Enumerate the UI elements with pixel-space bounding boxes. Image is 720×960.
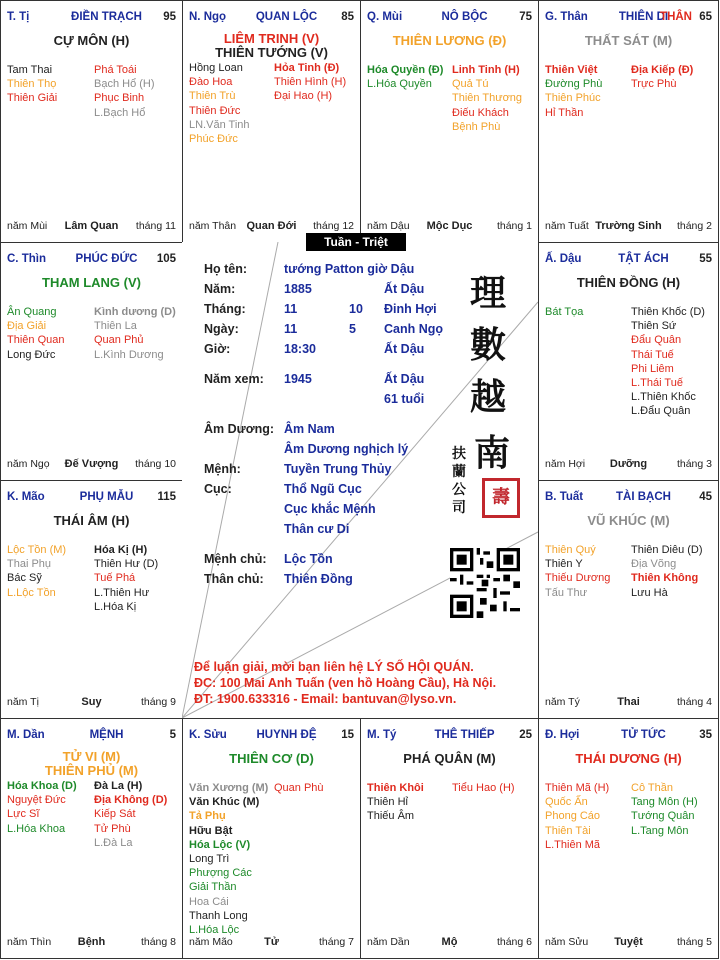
main-star: THÁI ÂM (H) xyxy=(53,513,130,528)
footer-year: năm Dậu xyxy=(367,220,410,232)
footer-month: tháng 12 xyxy=(313,220,354,232)
palace-footer xyxy=(545,936,712,950)
hour-canchi: Ất Dậu xyxy=(384,342,425,356)
minor-star: Phục Binh xyxy=(94,92,145,105)
palace-number: 115 xyxy=(157,491,176,503)
minor-star: Hỏa Tinh (Đ) xyxy=(274,62,340,74)
footer-stage: Tuyệt xyxy=(614,936,643,948)
minor-star: L.Kình Dương xyxy=(94,348,164,361)
palace-number: 15 xyxy=(341,729,354,741)
minor-star: L.Hóa Quyền xyxy=(367,78,432,91)
minor-star: Tả Phụ xyxy=(189,810,226,823)
palace-ti[interactable] xyxy=(0,0,183,243)
minor-star: Quan Phù xyxy=(274,782,324,794)
main-star: THIÊN LƯƠNG (Đ) xyxy=(392,33,507,48)
minor-star: Bát Tọa xyxy=(545,306,584,318)
view-year-value: 1945 xyxy=(284,372,312,386)
palace-number: 55 xyxy=(699,253,712,265)
footer-year: năm Mùi xyxy=(7,220,48,232)
destiny-lord-label: Mệnh chủ: xyxy=(204,552,267,566)
palace-header xyxy=(189,11,354,25)
minor-star: Hữu Bật xyxy=(189,824,233,837)
yinyang-note: Âm Dương nghịch lý xyxy=(284,442,409,456)
footer-stage: Lâm Quan xyxy=(64,220,119,232)
minor-stars-left xyxy=(367,63,443,91)
palace-number: 75 xyxy=(519,11,532,23)
palace-title: THIÊN DI xyxy=(618,11,669,23)
minor-star: Thiên Hỉ xyxy=(367,796,408,809)
minor-star: L.Thiên Mã xyxy=(545,838,601,851)
footer-stage: Bệnh xyxy=(77,936,106,948)
minor-stars-left xyxy=(545,543,610,600)
footer-year: năm Tý xyxy=(545,696,580,708)
minor-stars-left xyxy=(7,543,66,600)
footer-month: tháng 11 xyxy=(135,220,176,232)
footer-month: tháng 9 xyxy=(140,696,176,708)
palace-than[interactable] xyxy=(538,0,719,243)
palace-footer xyxy=(189,936,354,950)
palace-header xyxy=(7,729,176,743)
month-lunar: 10 xyxy=(349,302,363,316)
minor-star: Thiên Mã (H) xyxy=(545,782,610,794)
minor-star: Phúc Đức xyxy=(189,133,238,146)
minor-star: Thiên La xyxy=(94,320,137,333)
palace-footer xyxy=(545,220,712,234)
bureau-label: Cục: xyxy=(204,482,232,496)
palace-footer xyxy=(7,458,176,472)
palace-footer xyxy=(367,220,532,234)
main-star: THIÊN TƯỚNG (V) xyxy=(215,45,328,60)
palace-number: 85 xyxy=(341,11,354,23)
palace-branch: B. Tuất xyxy=(545,491,584,503)
minor-star: Tấu Thư xyxy=(545,586,588,599)
minor-star: Điếu Khách xyxy=(452,106,509,119)
palace-number: 25 xyxy=(519,729,532,741)
minor-star: L.Tang Môn xyxy=(631,824,689,837)
palace-number: 65 xyxy=(699,11,712,23)
palace-footer xyxy=(545,696,712,710)
main-star: THẤT SÁT (M) xyxy=(584,33,673,48)
year-label: Năm: xyxy=(204,282,236,296)
minor-star: L.Bạch Hổ xyxy=(94,106,146,119)
palace-mao[interactable] xyxy=(0,480,183,719)
main-star: LIÊM TRINH (V) xyxy=(223,31,320,46)
palace-hoi[interactable] xyxy=(538,718,719,959)
minor-star: Quả Tú xyxy=(452,78,489,91)
palace-number: 95 xyxy=(163,11,176,23)
palace-ty[interactable] xyxy=(360,718,539,959)
footer-stage: Quan Đới xyxy=(246,220,297,232)
qr-code[interactable] xyxy=(450,548,520,618)
minor-star: Kiếp Sát xyxy=(94,808,136,821)
minor-stars-right xyxy=(274,61,346,104)
minor-stars-left xyxy=(189,781,268,937)
minor-star: Giải Thần xyxy=(189,881,237,894)
minor-star: Tuế Phá xyxy=(94,572,136,585)
footer-stage: Đế Vượng xyxy=(64,458,119,470)
minor-star: L.Thiên Khốc xyxy=(631,391,696,404)
palace-number: 105 xyxy=(156,253,176,265)
name-label: Họ tên: xyxy=(204,262,248,276)
minor-stars-right xyxy=(631,781,698,838)
minor-stars-right xyxy=(631,543,703,600)
minor-star: Phi Liêm xyxy=(631,362,674,375)
palace-header xyxy=(7,491,176,505)
minor-star: Thiên Diêu (D) xyxy=(631,544,703,556)
palace-mui[interactable] xyxy=(360,0,539,243)
minor-star: L.Lộc Tồn xyxy=(7,586,56,599)
minor-star: Thiên Trù xyxy=(189,90,236,103)
minor-stars-right xyxy=(631,305,705,419)
bureau-value: Thổ Ngũ Cục xyxy=(284,482,362,496)
minor-star: Thiên Đức xyxy=(189,104,241,117)
body-lord-label: Thân chủ: xyxy=(204,572,264,586)
minor-star: Linh Tinh (H) xyxy=(452,64,520,76)
minor-star: L.Thiên Hư xyxy=(94,586,150,599)
palace-branch: M. Tý xyxy=(367,729,397,741)
logo-sub-3: 公 xyxy=(452,482,466,498)
minor-stars-left xyxy=(7,779,77,836)
footer-month: tháng 2 xyxy=(676,220,712,232)
minor-stars-right xyxy=(274,781,324,795)
palace-branch: Đ. Hợi xyxy=(545,729,580,741)
bureau-note: Cục khắc Mệnh xyxy=(284,502,376,516)
minor-star: Văn Khúc (M) xyxy=(189,796,260,809)
palace-title: MỆNH xyxy=(89,729,124,741)
minor-star: Thiên Phúc xyxy=(545,92,601,105)
main-star: THIÊN PHỦ (M) xyxy=(44,763,139,778)
minor-stars-left xyxy=(545,63,602,120)
palace-footer xyxy=(545,458,712,472)
logo-char-2: 數 xyxy=(470,324,507,366)
minor-star: Đại Hao (H) xyxy=(274,90,333,103)
palace-ngo[interactable] xyxy=(182,0,361,243)
palace-dan[interactable] xyxy=(0,718,183,959)
minor-star: Thiên Không xyxy=(631,572,699,585)
footer-year: năm Thìn xyxy=(7,936,52,948)
minor-star: Thiên Thương xyxy=(452,92,523,105)
minor-star: Trực Phù xyxy=(631,78,677,91)
minor-star: Tướng Quân xyxy=(631,810,695,823)
minor-stars-left xyxy=(7,305,64,362)
minor-stars-right xyxy=(452,63,522,134)
main-star: TỬ VI (M) xyxy=(62,749,121,764)
minor-star: L.Thái Tuế xyxy=(631,377,683,390)
minor-star: Thái Tuế xyxy=(631,348,674,361)
center-info-panel xyxy=(182,242,538,718)
view-year-canchi: Ất Dậu xyxy=(384,372,425,386)
palace-dau[interactable] xyxy=(538,242,719,481)
destiny-label: Mệnh: xyxy=(204,462,241,476)
minor-stars-left xyxy=(7,63,57,106)
minor-star: Hóa Lộc (V) xyxy=(189,838,251,851)
palace-title: TỬ TỨC xyxy=(621,729,666,741)
minor-star: Đà La (H) xyxy=(94,780,143,792)
palace-number: 5 xyxy=(169,729,176,741)
minor-stars-right xyxy=(94,63,155,120)
palace-title: THÊ THIẾP xyxy=(434,729,495,741)
footer-stage: Dưỡng xyxy=(609,458,648,470)
logo-sub-2: 蘭 xyxy=(452,464,466,480)
age-value: 61 tuổi xyxy=(384,392,425,406)
minor-star: Hoa Cái xyxy=(189,895,229,908)
palace-branch: Q. Mùi xyxy=(367,11,403,23)
minor-star: Thiên Tài xyxy=(545,824,591,837)
footer-month: tháng 10 xyxy=(135,458,176,470)
palace-footer xyxy=(7,220,176,234)
minor-star: Đào Hoa xyxy=(189,76,233,89)
footer-month: tháng 4 xyxy=(676,696,712,708)
logo-char-1: 理 xyxy=(470,272,507,314)
minor-stars-right xyxy=(631,63,693,91)
footer-stage: Mộc Dục xyxy=(426,220,473,232)
palace-number: 45 xyxy=(699,491,712,503)
minor-stars-right xyxy=(452,781,515,795)
contact-line-2: ĐC: 100 Mai Anh Tuấn (ven hồ Hoàng Cầu), Hà Nội. xyxy=(194,676,497,690)
main-star: VŨ KHÚC (M) xyxy=(587,513,670,528)
contact-line-3[interactable]: ĐT: 1900.633316 - Email: bantuvan@lyso.vn. xyxy=(194,692,457,706)
minor-star: LN.Văn Tinh xyxy=(189,118,250,131)
minor-star: Thiên Hư (D) xyxy=(94,558,159,571)
month-label: Tháng: xyxy=(204,302,246,316)
name-value: tướng Patton giờ Dậu xyxy=(284,262,415,276)
minor-star: Bệnh Phù xyxy=(452,120,501,133)
palace-header xyxy=(367,11,532,25)
footer-month: tháng 3 xyxy=(676,458,712,470)
palace-header xyxy=(189,729,354,743)
minor-star: Văn Xương (M) xyxy=(189,782,269,794)
minor-star: Tam Thai xyxy=(7,64,53,76)
minor-star: Hóa Quyền (Đ) xyxy=(367,64,444,76)
minor-star: Phong Cáo xyxy=(545,810,601,823)
minor-star: L.Đà La xyxy=(94,836,133,849)
footer-year: năm Thân xyxy=(189,220,237,232)
minor-star: Đẩu Quân xyxy=(631,334,682,347)
minor-star: Thiếu Dương xyxy=(545,572,611,585)
palace-title: HUYNH ĐỆ xyxy=(256,729,317,741)
palace-header xyxy=(367,729,532,743)
minor-star: Phượng Các xyxy=(189,867,252,880)
day-canchi: Canh Ngọ xyxy=(384,322,444,336)
minor-stars-right xyxy=(94,305,176,362)
body-palace-marker: THÂN xyxy=(660,11,692,23)
minor-star: Địa Kiếp (Đ) xyxy=(631,64,694,76)
minor-star: Thiên Khốc (D) xyxy=(631,306,705,318)
footer-stage: Thai xyxy=(617,696,640,708)
footer-year: năm Hợi xyxy=(545,458,586,470)
palace-title: PHỤ MẪU xyxy=(79,491,134,503)
footer-year: năm Dần xyxy=(367,936,410,948)
palace-tuat[interactable] xyxy=(538,480,719,719)
palace-footer xyxy=(189,220,354,234)
logo-sub-4: 司 xyxy=(452,500,466,516)
palace-header xyxy=(545,253,712,267)
minor-star: Lộc Tồn (M) xyxy=(7,544,67,556)
minor-star: Bạch Hổ (H) xyxy=(94,78,155,91)
palace-branch: G. Thân xyxy=(545,11,588,23)
minor-star: Thiên Quý xyxy=(545,544,596,556)
palace-branch: K. Sửu xyxy=(189,729,227,741)
minor-star: Địa Võng xyxy=(631,558,677,571)
palace-header xyxy=(545,729,712,743)
minor-stars-left xyxy=(189,61,250,146)
destiny-lord-value: Lộc Tồn xyxy=(284,552,333,566)
footer-month: tháng 5 xyxy=(676,936,712,948)
minor-star: Đường Phù xyxy=(545,78,603,91)
palace-title: TẬT ÁCH xyxy=(618,253,669,265)
minor-star: Địa Không (D) xyxy=(94,794,168,807)
palace-thin[interactable] xyxy=(0,242,183,481)
palace-suu[interactable] xyxy=(182,718,361,959)
minor-star: L.Hóa Kị xyxy=(94,600,137,613)
footer-month: tháng 8 xyxy=(140,936,176,948)
minor-star: Lực Sĩ xyxy=(7,808,40,821)
yinyang-label: Âm Dương: xyxy=(204,422,275,436)
minor-star: Hồng Loan xyxy=(189,62,243,74)
palace-title: ĐIỀN TRẠCH xyxy=(71,11,142,23)
palace-branch: T. Tị xyxy=(7,11,30,23)
palace-footer xyxy=(367,936,532,950)
minor-star: Long Đức xyxy=(7,348,56,361)
minor-star: Thai Phụ xyxy=(7,558,52,571)
palace-title: QUAN LỘC xyxy=(255,11,318,23)
minor-star: Tang Môn (H) xyxy=(631,796,698,809)
main-star: CỰ MÔN (H) xyxy=(53,33,130,48)
contact-line-1: Để luận giải, mời bạn liên hệ LÝ SỐ HỘI QUÁN. xyxy=(194,660,474,674)
day-value: 11 xyxy=(284,322,298,336)
day-lunar: 5 xyxy=(349,322,356,336)
footer-stage: Trường Sinh xyxy=(595,220,662,232)
minor-star: L.Hóa Lộc xyxy=(189,924,240,937)
footer-year: năm Ngọ xyxy=(7,458,50,470)
main-star: PHÁ QUÂN (M) xyxy=(403,751,496,766)
minor-star: Địa Giải xyxy=(7,320,47,333)
minor-star: Long Trì xyxy=(189,853,230,866)
hour-label: Giờ: xyxy=(204,342,231,356)
palace-number: 35 xyxy=(699,729,712,741)
minor-star: Hỉ Thần xyxy=(545,106,584,119)
minor-star: Phá Toái xyxy=(94,64,137,76)
palace-footer xyxy=(7,936,176,950)
logo-sub-1: 扶 xyxy=(452,446,466,462)
minor-star: L.Hóa Khoa xyxy=(7,822,66,835)
footer-month: tháng 6 xyxy=(496,936,532,948)
palace-branch: K. Mão xyxy=(7,491,45,503)
footer-year: năm Tuất xyxy=(545,220,589,232)
main-star: THÁI DƯƠNG (H) xyxy=(575,751,682,766)
minor-stars-left xyxy=(367,781,424,824)
palace-title: NÔ BỘC xyxy=(441,11,488,23)
logo-char-4: 南 xyxy=(474,432,511,474)
palace-header xyxy=(545,491,712,505)
red-seal-stamp: 壽 xyxy=(482,478,520,518)
minor-star: Tử Phù xyxy=(94,822,131,835)
year-canchi: Ất Dậu xyxy=(384,282,425,296)
footer-stage: Tử xyxy=(264,936,279,948)
minor-star: Hóa Kị (H) xyxy=(94,544,148,556)
minor-star: Thiên Y xyxy=(545,558,583,571)
minor-star: Ân Quang xyxy=(7,306,57,318)
month-canchi: Đinh Hợi xyxy=(384,302,437,316)
minor-stars-left xyxy=(545,781,609,852)
minor-star: Lưu Hà xyxy=(631,586,668,599)
footer-year: năm Tị xyxy=(7,696,39,708)
minor-star: Quan Phủ xyxy=(94,334,144,347)
palace-header xyxy=(545,11,712,25)
minor-stars-right xyxy=(94,543,158,614)
minor-star: Quốc Ấn xyxy=(545,796,588,809)
footer-month: tháng 1 xyxy=(496,220,532,232)
minor-star: Thiên Quan xyxy=(7,334,65,347)
view-year-label: Năm xem: xyxy=(204,372,264,386)
minor-star: Thiên Thọ xyxy=(7,78,57,91)
palace-footer xyxy=(7,696,176,710)
body-lord-value: Thiên Đồng xyxy=(284,572,353,586)
main-star: THIÊN ĐỒNG (H) xyxy=(576,275,681,290)
minor-star: Thanh Long xyxy=(189,909,248,922)
minor-stars-left xyxy=(545,305,583,319)
minor-star: Tiểu Hao (H) xyxy=(452,782,515,794)
hour-value: 18:30 xyxy=(284,342,316,356)
footer-stage: Mộ xyxy=(441,936,458,948)
minor-star: Thiên Sứ xyxy=(631,320,677,333)
footer-year: năm Sửu xyxy=(545,936,589,948)
palace-branch: C. Thìn xyxy=(7,253,46,265)
minor-star: Nguyệt Đức xyxy=(7,794,66,807)
main-star: THAM LANG (V) xyxy=(42,275,141,290)
palace-title: PHÚC ĐỨC xyxy=(75,253,138,265)
minor-star: Thiên Khôi xyxy=(367,782,424,794)
minor-star: Thiếu Âm xyxy=(367,810,415,823)
month-value: 11 xyxy=(284,302,298,316)
palace-branch: Ấ. Dậu xyxy=(545,253,582,265)
palace-header xyxy=(7,11,176,25)
logo-char-3: 越 xyxy=(470,376,507,418)
main-star: THIÊN CƠ (D) xyxy=(229,751,314,766)
minor-star: Thiên Việt xyxy=(545,64,598,76)
minor-star: Hóa Khoa (D) xyxy=(7,780,77,792)
footer-stage: Suy xyxy=(81,696,102,708)
body-note: Thân cư Di xyxy=(284,522,350,536)
palace-branch: N. Ngọ xyxy=(189,11,227,23)
footer-year: năm Mão xyxy=(189,936,233,948)
destiny-value: Tuyền Trung Thủy xyxy=(284,462,392,476)
year-value: 1885 xyxy=(284,282,312,296)
minor-stars-right xyxy=(94,779,167,850)
footer-month: tháng 7 xyxy=(318,936,354,948)
minor-star: Kình dương (D) xyxy=(94,306,176,318)
palace-header xyxy=(7,253,176,267)
day-label: Ngày: xyxy=(204,322,239,336)
minor-star: L.Đẩu Quân xyxy=(631,405,691,418)
minor-star: Cô Thần xyxy=(631,782,673,794)
minor-star: Bác Sỹ xyxy=(7,572,42,585)
minor-star: Thiên Giải xyxy=(7,92,58,105)
minor-star: Thiên Hình (H) xyxy=(274,76,347,89)
tuan-triet-badge: Tuần - Triệt xyxy=(306,233,406,251)
yinyang-value: Âm Nam xyxy=(284,422,335,436)
palace-title: TÀI BẠCH xyxy=(616,491,671,503)
palace-branch: M. Dần xyxy=(7,729,45,741)
